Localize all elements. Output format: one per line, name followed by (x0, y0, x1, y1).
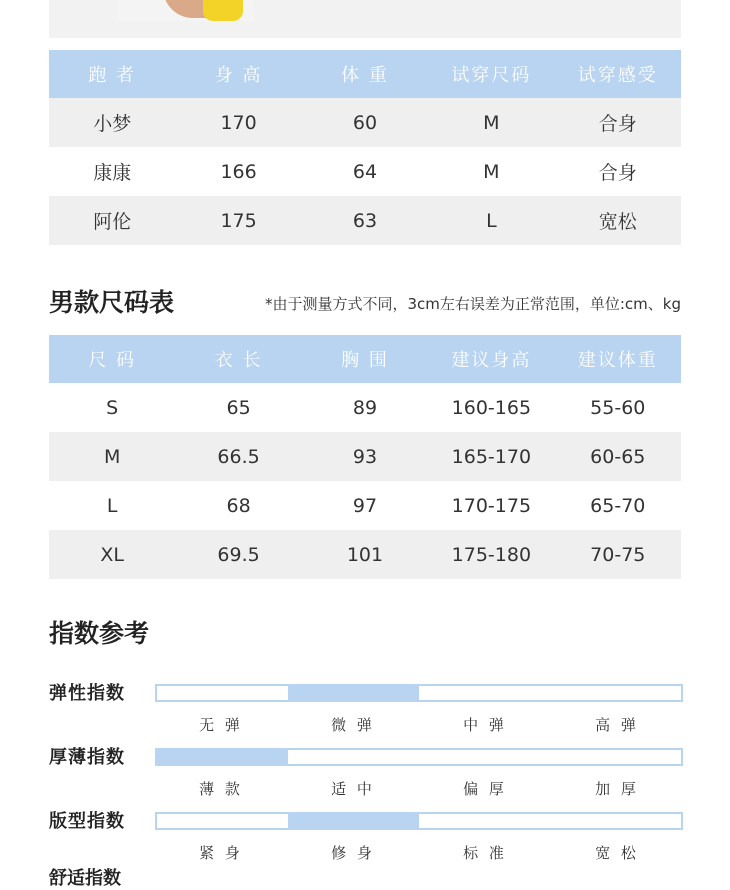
index-tick-label: 适 中 (331, 780, 375, 798)
thickness-index-ticks (155, 778, 683, 798)
size-table (49, 335, 681, 579)
table-cell: 阿伦 (49, 196, 175, 245)
table-cell: 170-175 (451, 494, 532, 517)
next-index-label-partial (49, 868, 129, 889)
index-tick-label: 标 准 (463, 844, 507, 862)
table-cell: 小梦 (49, 98, 175, 147)
table-cell: 175 (175, 196, 301, 245)
table-cell: 89 (352, 396, 378, 419)
index-tick-label: 紧 身 (199, 844, 243, 862)
table-row (49, 383, 681, 432)
size-header-size: 尺 码 (49, 335, 175, 383)
index-tick-label: 宽 松 (595, 844, 639, 862)
table-cell: 60-65 (555, 432, 681, 481)
table-cell: 93 (302, 432, 428, 481)
size-header-row (49, 335, 681, 383)
tryon-header-size: 试穿尺码 (428, 50, 554, 98)
thickness-index-fill (157, 750, 288, 764)
tryon-header-weight: 体 重 (302, 50, 428, 98)
thickness-index-bar (155, 748, 683, 766)
index-section-title: 指数参考 (49, 619, 150, 648)
elasticity-index-ticks (155, 714, 683, 734)
fit-index-bar (155, 812, 683, 830)
tryon-header-runner: 跑 者 (49, 50, 175, 98)
index-tick-label: 中 弹 (463, 716, 507, 734)
size-chart-title: 男款尺码表 (49, 288, 175, 317)
table-cell: L (428, 196, 554, 245)
table-cell: 63 (302, 196, 428, 245)
table-cell: M (428, 98, 554, 147)
index-tick-label: 修 身 (331, 844, 375, 862)
table-row (49, 481, 681, 530)
table-cell: 64 (352, 160, 378, 183)
table-cell: 合身 (598, 162, 637, 184)
table-cell: 66.5 (175, 432, 301, 481)
fit-index-label: 版型指数 (49, 811, 125, 832)
index-tick-label: 高 弹 (595, 716, 639, 734)
table-row (49, 196, 681, 245)
table-cell: 68 (226, 494, 251, 517)
fit-index-fill (288, 814, 419, 828)
table-cell: 宽松 (555, 196, 681, 245)
index-tick-label: 偏 厚 (463, 780, 507, 798)
size-header-height: 建议身高 (428, 335, 554, 383)
size-header-chest: 胸 围 (302, 335, 428, 383)
size-header-weight: 建议体重 (555, 335, 681, 383)
index-tick-label: 加 厚 (595, 780, 639, 798)
table-cell: 55-60 (590, 396, 646, 419)
table-row (49, 530, 681, 579)
table-cell: 97 (352, 494, 378, 517)
tryon-header-row (49, 50, 681, 98)
fit-index-ticks (155, 842, 683, 862)
table-cell: 康康 (93, 162, 132, 184)
index-tick-label: 无 弹 (199, 716, 243, 734)
table-cell: M (483, 160, 500, 183)
size-header-length: 衣 长 (175, 335, 301, 383)
model-photo (118, 0, 254, 21)
table-cell: 合身 (555, 98, 681, 147)
elasticity-index-label: 弹性指数 (49, 683, 125, 704)
table-cell: L (106, 494, 118, 517)
table-row (49, 147, 681, 196)
model-shirt (203, 0, 243, 21)
tryon-header-feel: 试穿感受 (555, 50, 681, 98)
tryon-table (49, 50, 681, 245)
elasticity-index-bar (155, 684, 683, 702)
table-cell: 65 (226, 396, 251, 419)
table-cell: 160-165 (451, 396, 532, 419)
table-cell: 70-75 (555, 530, 681, 579)
table-cell: 175-180 (428, 530, 554, 579)
next-index-label: 舒适指数 (49, 868, 121, 889)
table-row (49, 432, 681, 481)
index-tick-label: 薄 款 (199, 780, 243, 798)
table-cell: 170 (175, 98, 301, 147)
table-row (49, 98, 681, 147)
table-cell: 101 (302, 530, 428, 579)
table-cell: 60 (302, 98, 428, 147)
table-cell: M (49, 432, 175, 481)
size-chart-note: *由于测量方式不同，3cm左右误差为正常范围，单位:cm、kg (264, 295, 681, 313)
table-cell: S (106, 396, 119, 419)
thickness-index-label: 厚薄指数 (49, 747, 125, 768)
table-cell: XL (49, 530, 175, 579)
tryon-header-height: 身 高 (175, 50, 301, 98)
elasticity-index-fill (288, 686, 419, 700)
table-cell: 65-70 (590, 494, 646, 517)
index-tick-label: 微 弹 (331, 716, 375, 734)
table-cell: 69.5 (175, 530, 301, 579)
table-cell: 166 (220, 160, 257, 183)
table-cell: 165-170 (428, 432, 554, 481)
